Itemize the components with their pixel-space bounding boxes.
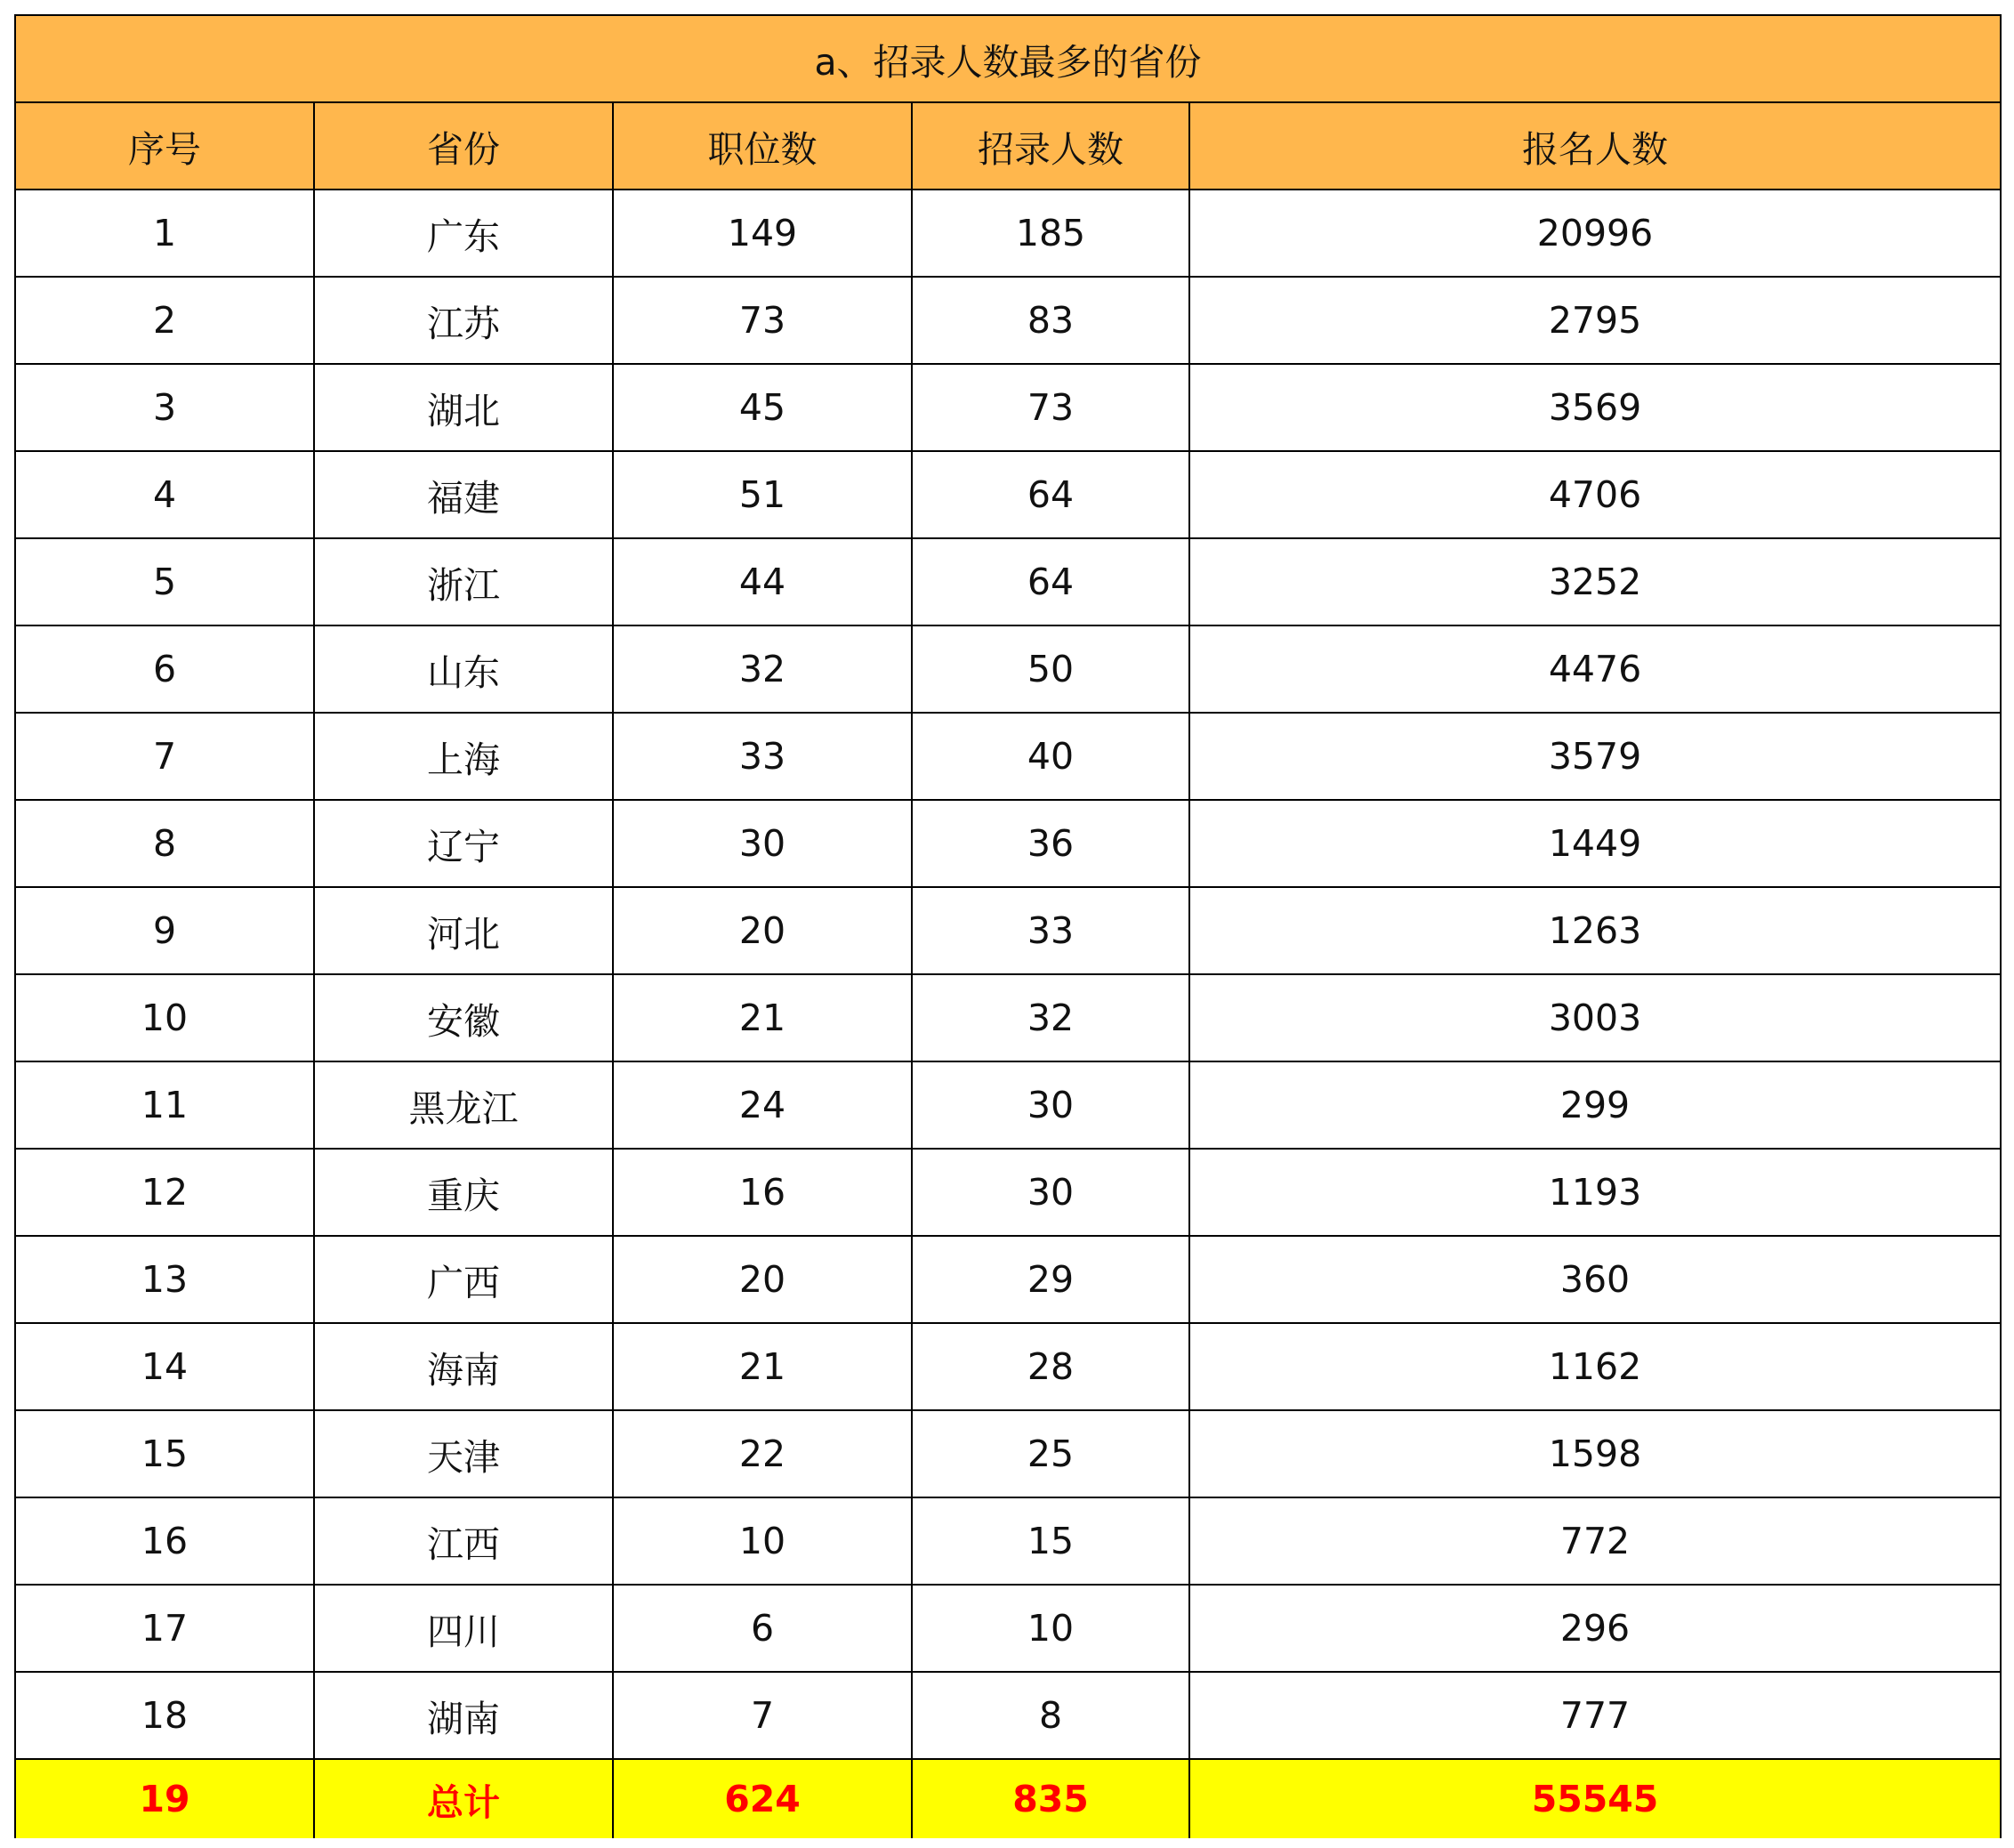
cell-province: 湖北 <box>314 364 613 451</box>
table-body <box>15 190 2001 1838</box>
table-title: a、招录人数最多的省份 <box>15 15 2001 102</box>
cell-applicants: 1263 <box>1189 887 2001 974</box>
cell-recruits: 50 <box>912 625 1189 713</box>
table-header-row <box>15 102 2001 190</box>
cell-recruits: 83 <box>912 277 1189 364</box>
cell-applicants: 777 <box>1189 1672 2001 1759</box>
cell-positions: 32 <box>613 625 912 713</box>
cell-positions: 10 <box>613 1497 912 1585</box>
cell-province: 江苏 <box>314 277 613 364</box>
total-positions: 624 <box>613 1759 912 1838</box>
total-recruits: 835 <box>912 1759 1189 1838</box>
cell-province: 辽宁 <box>314 800 613 887</box>
cell-positions: 73 <box>613 277 912 364</box>
cell-positions: 45 <box>613 364 912 451</box>
cell-province: 四川 <box>314 1585 613 1672</box>
cell-province: 广东 <box>314 190 613 277</box>
table-row <box>15 451 2001 538</box>
table-row <box>15 1236 2001 1323</box>
cell-index: 3 <box>15 364 314 451</box>
cell-applicants: 2795 <box>1189 277 2001 364</box>
cell-positions: 24 <box>613 1061 912 1149</box>
cell-index: 8 <box>15 800 314 887</box>
header-province: 省份 <box>314 102 613 190</box>
cell-index: 14 <box>15 1323 314 1410</box>
table-row <box>15 538 2001 625</box>
cell-positions: 22 <box>613 1410 912 1497</box>
cell-province: 天津 <box>314 1410 613 1497</box>
cell-index: 17 <box>15 1585 314 1672</box>
cell-province: 重庆 <box>314 1149 613 1236</box>
cell-province: 黑龙江 <box>314 1061 613 1149</box>
cell-applicants: 296 <box>1189 1585 2001 1672</box>
cell-positions: 149 <box>613 190 912 277</box>
cell-applicants: 4706 <box>1189 451 2001 538</box>
province-recruitment-table <box>14 14 2002 1838</box>
cell-applicants: 20996 <box>1189 190 2001 277</box>
cell-applicants: 3252 <box>1189 538 2001 625</box>
total-applicants: 55545 <box>1189 1759 2001 1838</box>
cell-recruits: 28 <box>912 1323 1189 1410</box>
cell-recruits: 15 <box>912 1497 1189 1585</box>
cell-positions: 51 <box>613 451 912 538</box>
cell-province: 福建 <box>314 451 613 538</box>
table-row <box>15 1323 2001 1410</box>
cell-applicants: 772 <box>1189 1497 2001 1585</box>
cell-positions: 20 <box>613 887 912 974</box>
cell-index: 5 <box>15 538 314 625</box>
cell-province: 湖南 <box>314 1672 613 1759</box>
table-row <box>15 800 2001 887</box>
table-row <box>15 364 2001 451</box>
cell-applicants: 299 <box>1189 1061 2001 1149</box>
cell-recruits: 32 <box>912 974 1189 1061</box>
header-positions: 职位数 <box>613 102 912 190</box>
cell-recruits: 30 <box>912 1061 1189 1149</box>
cell-index: 12 <box>15 1149 314 1236</box>
cell-index: 11 <box>15 1061 314 1149</box>
header-recruits: 招录人数 <box>912 102 1189 190</box>
cell-province: 广西 <box>314 1236 613 1323</box>
table-row <box>15 277 2001 364</box>
cell-index: 15 <box>15 1410 314 1497</box>
cell-applicants: 3003 <box>1189 974 2001 1061</box>
cell-recruits: 33 <box>912 887 1189 974</box>
cell-index: 6 <box>15 625 314 713</box>
cell-recruits: 185 <box>912 190 1189 277</box>
cell-province: 安徽 <box>314 974 613 1061</box>
cell-recruits: 73 <box>912 364 1189 451</box>
cell-applicants: 1598 <box>1189 1410 2001 1497</box>
cell-province: 海南 <box>314 1323 613 1410</box>
cell-positions: 21 <box>613 1323 912 1410</box>
cell-province: 江西 <box>314 1497 613 1585</box>
header-applicants: 报名人数 <box>1189 102 2001 190</box>
cell-index: 9 <box>15 887 314 974</box>
cell-index: 16 <box>15 1497 314 1585</box>
cell-applicants: 1449 <box>1189 800 2001 887</box>
table-title-row <box>15 15 2001 102</box>
cell-positions: 6 <box>613 1585 912 1672</box>
cell-positions: 16 <box>613 1149 912 1236</box>
cell-index: 2 <box>15 277 314 364</box>
cell-province: 河北 <box>314 887 613 974</box>
header-index: 序号 <box>15 102 314 190</box>
cell-index: 4 <box>15 451 314 538</box>
cell-recruits: 25 <box>912 1410 1189 1497</box>
cell-positions: 44 <box>613 538 912 625</box>
table-row <box>15 625 2001 713</box>
cell-province: 上海 <box>314 713 613 800</box>
table-row <box>15 1672 2001 1759</box>
cell-applicants: 4476 <box>1189 625 2001 713</box>
cell-recruits: 8 <box>912 1672 1189 1759</box>
cell-index: 18 <box>15 1672 314 1759</box>
table-row <box>15 1061 2001 1149</box>
total-row <box>15 1759 2001 1838</box>
cell-province: 山东 <box>314 625 613 713</box>
cell-recruits: 40 <box>912 713 1189 800</box>
cell-applicants: 3579 <box>1189 713 2001 800</box>
cell-province: 浙江 <box>314 538 613 625</box>
cell-applicants: 360 <box>1189 1236 2001 1323</box>
cell-positions: 7 <box>613 1672 912 1759</box>
table-row <box>15 974 2001 1061</box>
cell-index: 1 <box>15 190 314 277</box>
cell-index: 10 <box>15 974 314 1061</box>
cell-index: 13 <box>15 1236 314 1323</box>
total-index: 19 <box>15 1759 314 1838</box>
table-row <box>15 190 2001 277</box>
cell-positions: 30 <box>613 800 912 887</box>
cell-recruits: 10 <box>912 1585 1189 1672</box>
table-row <box>15 1149 2001 1236</box>
cell-applicants: 1193 <box>1189 1149 2001 1236</box>
table-row <box>15 713 2001 800</box>
cell-recruits: 30 <box>912 1149 1189 1236</box>
table-row <box>15 1585 2001 1672</box>
cell-applicants: 3569 <box>1189 364 2001 451</box>
cell-recruits: 64 <box>912 538 1189 625</box>
cell-positions: 33 <box>613 713 912 800</box>
cell-recruits: 36 <box>912 800 1189 887</box>
table-row <box>15 1410 2001 1497</box>
cell-positions: 21 <box>613 974 912 1061</box>
total-label: 总计 <box>314 1759 613 1838</box>
cell-recruits: 29 <box>912 1236 1189 1323</box>
table-row <box>15 887 2001 974</box>
cell-recruits: 64 <box>912 451 1189 538</box>
cell-index: 7 <box>15 713 314 800</box>
cell-applicants: 1162 <box>1189 1323 2001 1410</box>
cell-positions: 20 <box>613 1236 912 1323</box>
table-row <box>15 1497 2001 1585</box>
